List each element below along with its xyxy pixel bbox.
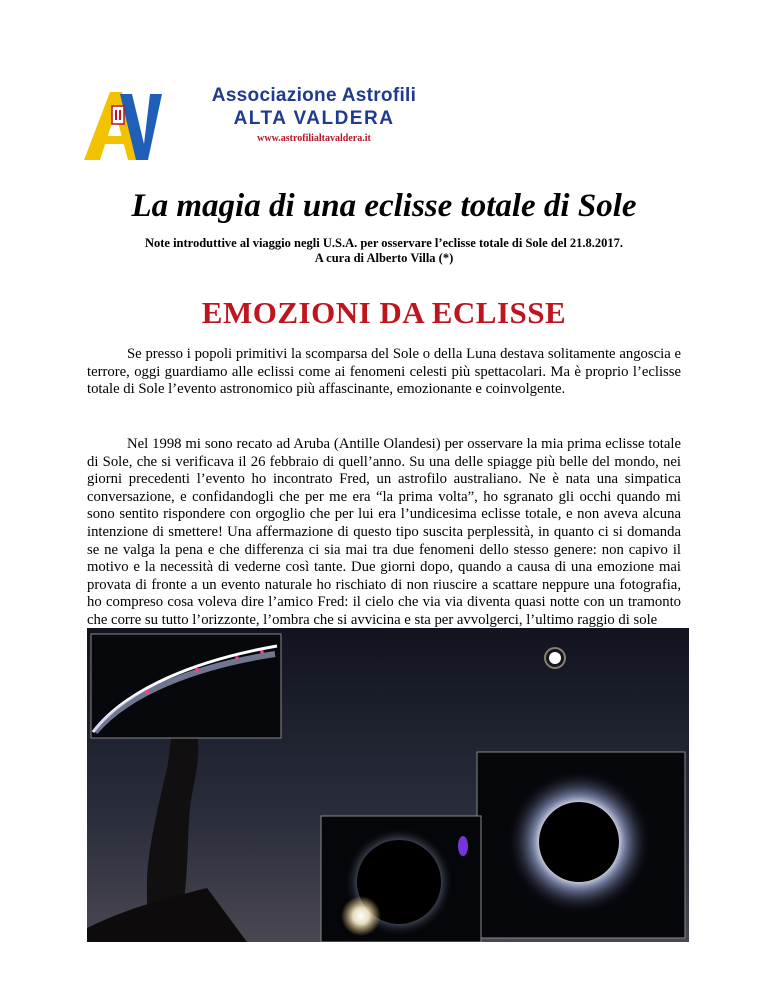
document-subtitle xyxy=(0,236,768,266)
inset-diamond-ring xyxy=(321,816,481,942)
website-link[interactable]: www.astrofilialtavaldera.it xyxy=(257,133,371,144)
paragraph-intro: Se presso i popoli primitivi la scomparsa del Sole o della Luna destava solitamente angoscia e terrore, oggi guardiamo alle eclissi come ai fenomeni celesti più spettacolari. Ma è proprio l’eclisse totale di Sole l’evento astronomico più affascinante, emozionante e coinvolgente. xyxy=(87,346,681,398)
subtitle-line-1: Note introduttive al viaggio negli U.S.A. per osservare l’eclisse totale di Sole del 21.8.2017. xyxy=(144,236,624,250)
section-heading: EMOZIONI DA ECLISSE xyxy=(201,295,567,330)
inset-total-eclipse xyxy=(477,752,685,938)
org-name-line1: Associazione Astrofili xyxy=(211,85,417,106)
eclipse-collage-image xyxy=(87,628,689,942)
association-logo xyxy=(80,84,460,164)
inset-chromosphere xyxy=(91,634,281,738)
org-name-line2: ALTA VALDERA xyxy=(233,108,395,129)
av-logo-icon xyxy=(80,84,164,164)
subtitle-line-2: A cura di Alberto Villa (*) xyxy=(314,251,454,265)
paragraph-aruba: Nel 1998 mi sono recato ad Aruba (Antille Olandesi) per osservare la mia prima eclisse totale di Sole, che si verificava il 26 febbraio di quell’anno. Su una delle spiagge più belle del mondo, nei giorni precedenti l’evento ho incontrato Fred, un astrofilo australiano. Ne è nata una simpatica conversazione, e confidandogli che per me era “la prima volta”, ho sgranato gli occhi quando mi sono sentito rispondere con orgoglio che per lui era l’undicesima eclisse totale, e non aveva alcuna intenzione di smettere! Una affermazione di questo tipo suscita perplessità, in quanto ci si domanda se ne valga la pena e che differenza ci sia mai tra due fenomeni dello stesso genere: non capivo il motivo e la necessità di vederne così tante. Due giorni dopo, quando a causa di una emozione mai provata di fronte a un evento naturale ho rischiato di non riuscire a scattare neppure una fotografia, ho compreso cosa voleva dire l’amico Fred: il cielo che via via diventa quasi notte con un tramonto che corre su tutto l’orizzonte, l’ombra che si avvicina e sta per avvolgerci, l’ultimo raggio di sole xyxy=(87,436,681,628)
eclipse-photo-collage xyxy=(87,628,689,942)
document-title: La magia di una eclisse totale di Sole xyxy=(131,188,637,224)
logo-text xyxy=(164,84,464,148)
